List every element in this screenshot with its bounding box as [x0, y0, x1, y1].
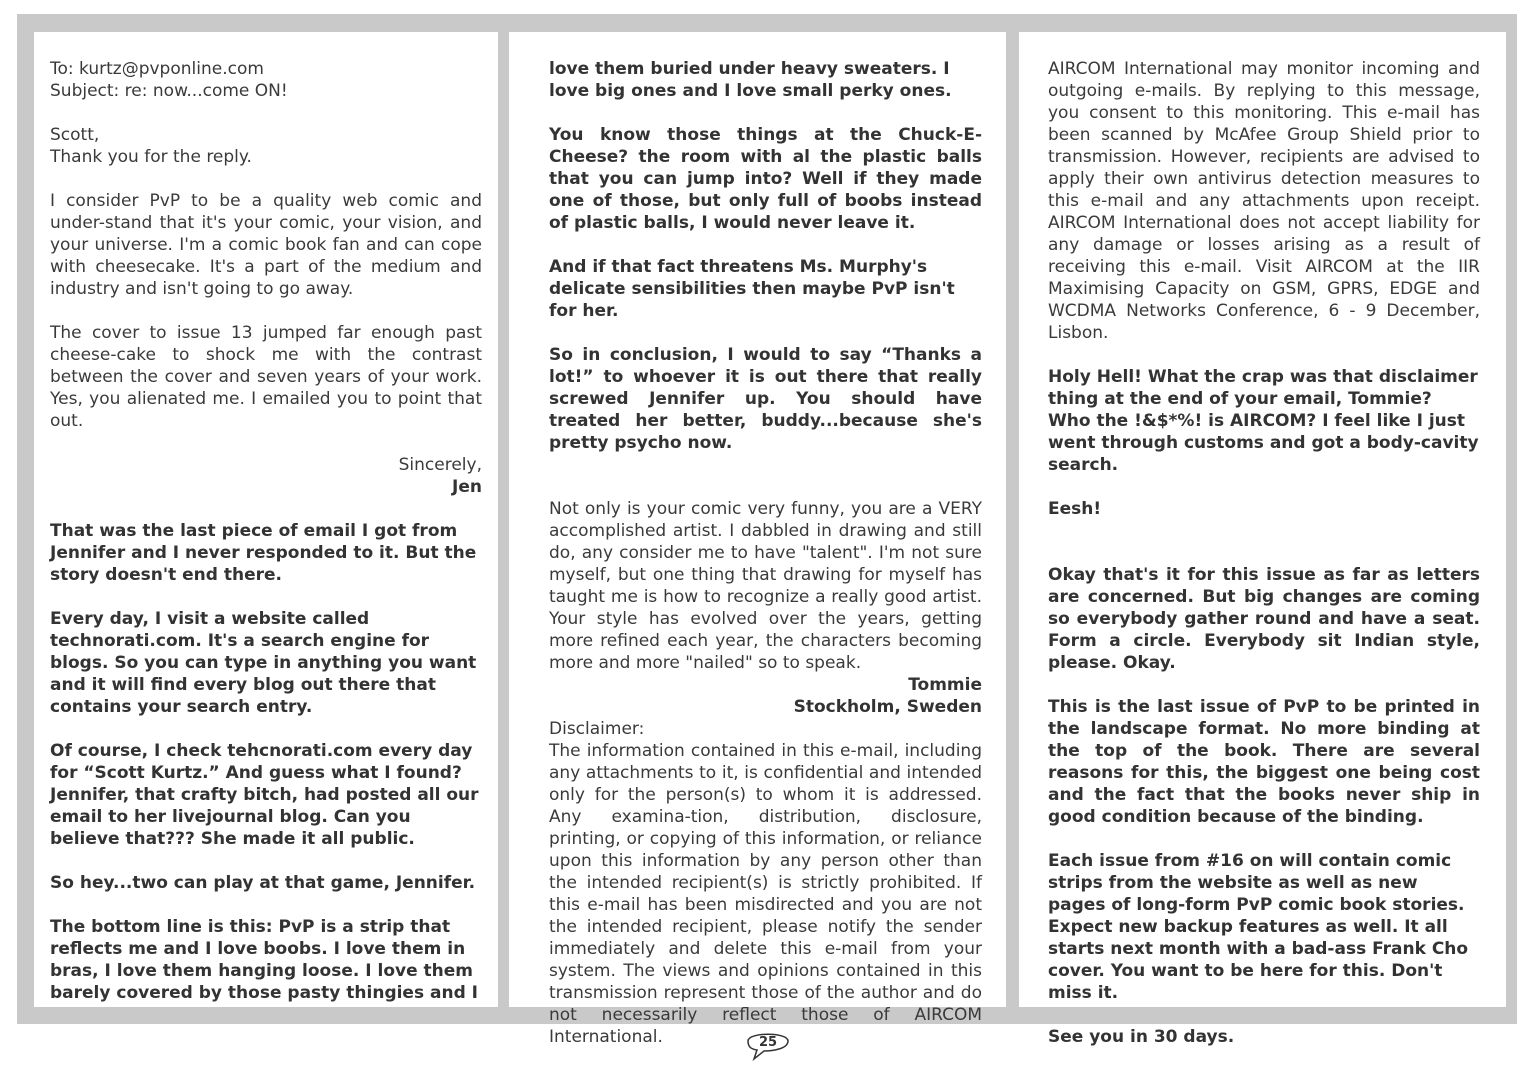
response-paragraph: You know those things at the Chuck-E-Cheese? the room with al the plastic balls that you can jump into? Well if they made one of those, but only full of boobs instead of plastic balls, I would never leave it.	[549, 125, 982, 233]
response-paragraph: That was the last piece of email I got from Jennifer and I never responded to it. But the story doesn't end there.	[50, 521, 477, 585]
response-paragraph: This is the last issue of PvP to be printed in the landscape format. No more binding at the top of the book. There are several reasons for this, the biggest one being cost and the fact that the books never ship in good condition because of the binding.	[1048, 697, 1480, 827]
signer-location: Stockholm, Sweden	[793, 697, 982, 717]
sign-off: Sincerely,	[398, 455, 482, 475]
email-subject: Subject: re: now...come ON!	[50, 81, 288, 101]
response-paragraph: Holy Hell! What the crap was that disclaimer thing at the end of your email, Tommie? Who the !&$*%! is AIRCOM? I feel like I just went through customs and got a body-cavity search.	[1048, 367, 1479, 475]
response-paragraph: Eesh!	[1048, 499, 1102, 519]
letter-paragraph: Not only is your comic very funny, you are a VERY accomplished artist. I dabbled in drawing and still do, any consider me to have "talent". I'm not sure myself, but one thing that drawing for myself has taught me is how to recognize a really good artist. Your style has evolved over the years, getting more refined each year, the characters becoming more and more "nailed" so to speak.	[549, 499, 982, 673]
signature-block	[549, 674, 982, 718]
email-greeting	[50, 124, 482, 168]
response-paragraph: Every day, I visit a website called technorati.com. It's a search engine for blogs. So you can type in anything you want and it will find every blog out there that contains your search entry.	[50, 609, 477, 717]
email-to: To: kurtz@pvponline.com	[50, 59, 264, 79]
column-left	[34, 32, 498, 1007]
thanks-line: Thank you for the reply.	[50, 147, 252, 167]
response-paragraph: Okay that's it for this issue as far as letters are concerned. But big changes are coming so everybody gather round and have a seat. Form a circle. Everybody sit Indian style, please. Okay.	[1048, 565, 1480, 673]
response-paragraph: The bottom line is this: PvP is a strip that reflects me and I love boobs. I love them in bras, I love them hanging loose. I love them barely covered by those pasty thingies and I	[50, 917, 478, 1003]
disclaimer-heading: Disclaimer:	[549, 719, 645, 739]
page-number-badge	[742, 1027, 794, 1071]
letter-paragraph: I consider PvP to be a quality web comic and under-stand that it's your comic, your vision, and your universe. I'm a comic book fan and can cope with cheesecake. It's a part of the medium and industry and isn't going to go away.	[50, 191, 482, 299]
response-paragraph: Of course, I check tehcnorati.com every day for “Scott Kurtz.” And guess what I found? Jennifer, that crafty bitch, had posted all our email to her livejournal blog. Can you believe that??? She made it all public.	[50, 741, 479, 849]
response-paragraph: Each issue from #16 on will contain comic strips from the website as well as new pages of long-form PvP comic book stories. Expect new backup features as well. It all starts next month with a bad-ass Frank Cho cover. You want to be here for this. Don't miss it.	[1048, 851, 1469, 1003]
response-paragraph: So in conclusion, I would to say “Thanks a lot!” to whoever it is out there that really screwed Jennifer up. You should have treated her better, buddy...because she's pretty psycho now.	[549, 345, 982, 453]
column-right	[1019, 32, 1506, 1047]
disclaimer-text: AIRCOM International may monitor incoming and outgoing e-mails. By replying to this message, you consent to this monitoring. This e-mail has been scanned by McAfee Group Shield prior to transmission. However, recipients are advised to apply their own antivirus detection measures to this e-mail and any attachments upon receipt. AIRCOM International does not accept liability for any damage or losses arising as a result of receiving this e-mail. Visit AIRCOM at the IIR Maximising Capacity on GSM, GPRS, EDGE and WCDMA Networks Conference, 6 - 9 December, Lisbon.	[1048, 59, 1480, 343]
response-paragraph: And if that fact threatens Ms. Murphy's delicate sensibilities then maybe PvP isn't for her.	[549, 257, 955, 321]
response-paragraph: See you in 30 days.	[1048, 1027, 1235, 1047]
response-paragraph: So hey...two can play at that game, Jennifer.	[50, 873, 476, 893]
signature-block	[50, 454, 482, 498]
signer-name: Tommie	[908, 675, 982, 695]
disclaimer-text: The information contained in this e-mail, including any attachments to it, is confidential and intended only for the person(s) to whom it is addressed. Any examina-tion, distribution, disclosure, printing, or copying of this information, or reliance upon this information by any person other than the intended recipient(s) is strictly prohibited. If this e-mail has been misdirected and you are not the intended recipient, please notify the sender immediately and delete this e-mail from your system. The views and opinions contained in this transmission represent those of the author and do not necessarily reflect those of AIRCOM International.	[549, 741, 982, 1047]
signer-name: Jen	[452, 477, 482, 497]
email-header	[50, 58, 482, 102]
letter-paragraph: The cover to issue 13 jumped far enough past cheese-cake to shock me with the contrast between the cover and seven years of your work. Yes, you alienated me. I emailed you to point that out.	[50, 323, 482, 431]
salutation: Scott,	[50, 125, 100, 145]
page-number: 25	[758, 1035, 778, 1050]
response-paragraph: love them buried under heavy sweaters. I love big ones and I love small perky ones.	[549, 59, 952, 101]
